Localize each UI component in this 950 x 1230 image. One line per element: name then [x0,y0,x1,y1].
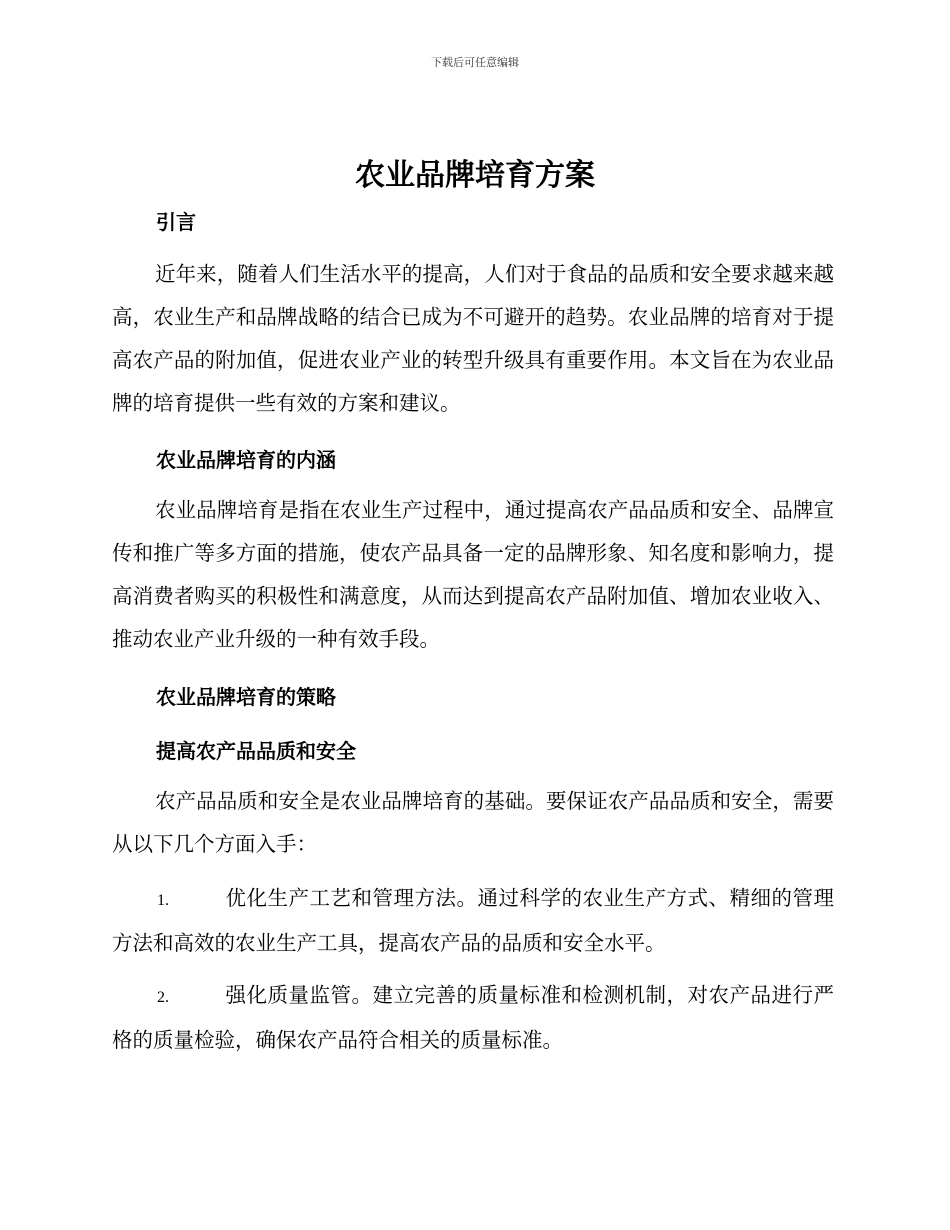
heading-quality: 提高农产品品质和安全 [156,739,356,763]
heading-strategy: 农业品牌培育的策略 [156,685,336,709]
list-item-text: 优化生产工艺和管理方法。通过科学的农业生产方式、精细的管理方法和高效的农业生产工具，提高农产品的品质和安全水平。 [112,886,834,955]
paragraph-quality: 农产品品质和安全是农业品牌培育的基础。要保证农产品品质和安全，需要从以下几个方面入手： [112,789,834,856]
paragraph-intro: 近年来，随着人们生活水平的提高，人们对于食品的品质和安全要求越来越高，农业生产和品牌战略的结合已成为不可避开的趋势。农业品牌的培育对于提高农产品的附加值，促进农业产业的转型升级具有重要作用。本文旨在为农业品牌的培育提供一些有效的方案和建议。 [112,262,834,415]
paragraph-meaning: 农业品牌培育是指在农业生产过程中，通过提高农产品品质和安全、品牌宣传和推广等多方面的措施，使农产品具备一定的品牌形象、知名度和影响力，提高消费者购买的积极性和满意度，从而达到提高农产品附加值、增加农业收入、推动农业产业升级的一种有效手段。 [112,498,834,651]
heading-meaning: 农业品牌培育的内涵 [156,448,336,472]
list-item-number: 1. [157,892,169,909]
list-item-text: 强化质量监管。建立完善的质量标准和检测机制，对农产品进行严格的质量检验，确保农产品符合相关的质量标准。 [112,983,834,1052]
page-header-note: 下载后可任意编辑 [431,56,519,69]
list-item [112,877,834,965]
list-item-number: 2. [157,989,169,1006]
heading-intro: 引言 [156,210,196,234]
list-item [112,974,834,1062]
document-title: 农业品牌培育方案 [355,158,595,193]
